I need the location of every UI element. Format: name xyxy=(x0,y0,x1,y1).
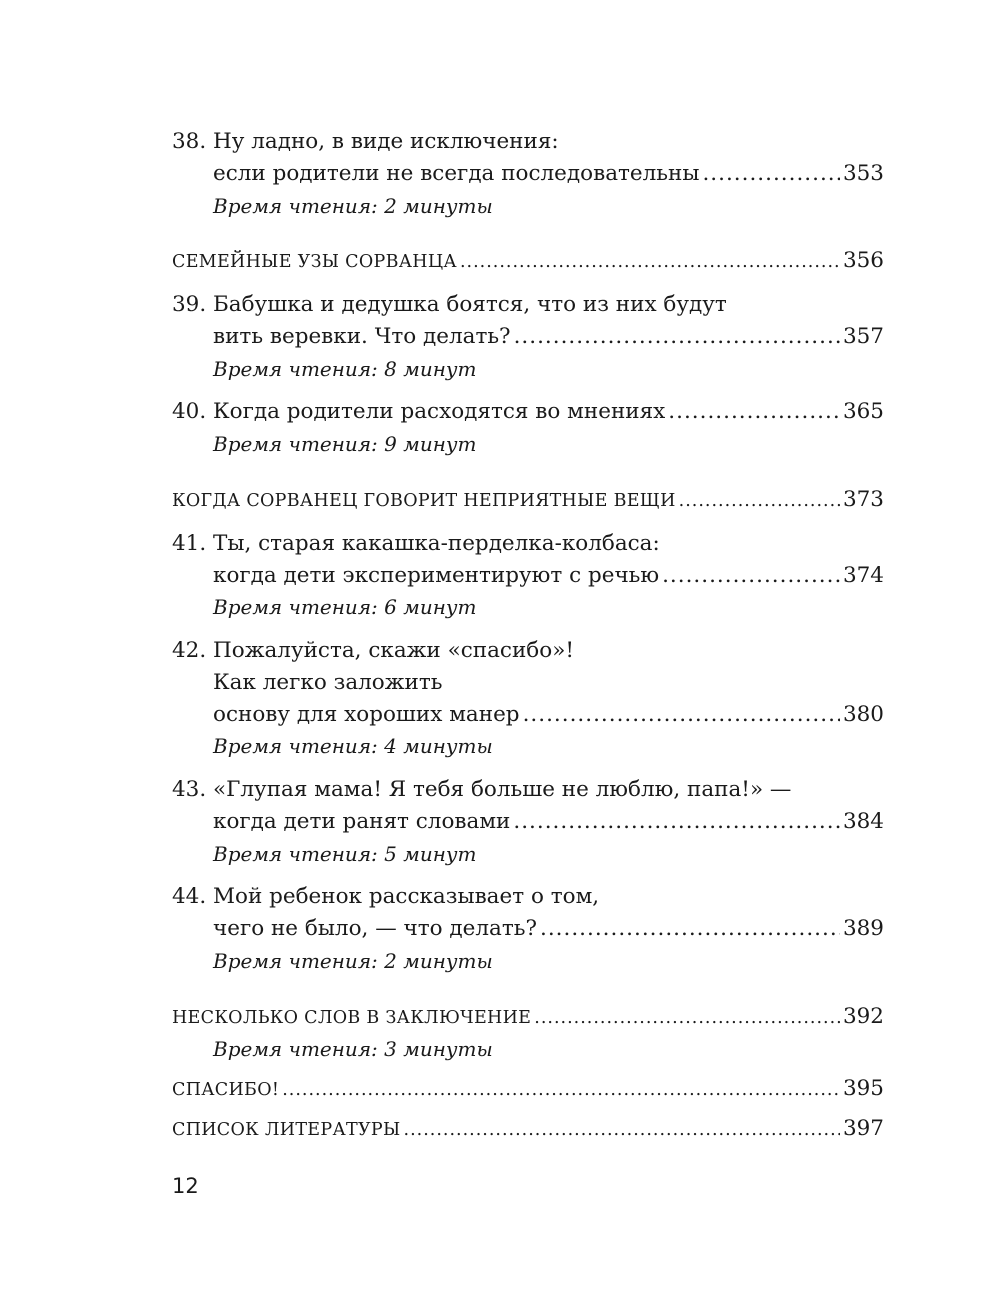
section-title: СПАСИБО! xyxy=(172,1080,280,1100)
entry-number: 43. xyxy=(172,777,207,802)
toc-entry-40 xyxy=(172,396,884,428)
toc-section-1 xyxy=(172,245,884,277)
reading-time: Время чтения: 9 минут xyxy=(213,432,477,456)
entry-number: 42. xyxy=(172,638,207,663)
toc-entry-41-line2 xyxy=(213,560,884,592)
section-title: КОГДА СОРВАНЕЦ ГОВОРИТ НЕПРИЯТНЫЕ ВЕЩИ xyxy=(172,491,676,511)
reading-time: Время чтения: 8 минут xyxy=(213,357,477,381)
page-number: 365 xyxy=(842,399,884,424)
dot-leader xyxy=(513,806,840,838)
dot-leader xyxy=(662,560,840,592)
page-number: 374 xyxy=(842,563,884,588)
toc-entry-38-line2 xyxy=(213,158,884,190)
section-title: СЕМЕЙНЫЕ УЗЫ СОРВАНЦА xyxy=(172,252,457,272)
page-number: 397 xyxy=(842,1116,884,1141)
toc-entry-39-line1 xyxy=(172,289,884,321)
dot-leader xyxy=(282,1074,840,1106)
toc-entry-39-line2 xyxy=(213,321,884,353)
entry-number: 41. xyxy=(172,531,207,556)
entry-title: когда дети ранят словами xyxy=(213,809,511,834)
page-number: 392 xyxy=(842,1004,884,1029)
entry-title: «Глупая мама! Я тебя больше не люблю, папа!» — xyxy=(213,777,792,802)
reading-time: Время чтения: 3 минуты xyxy=(213,1037,493,1061)
toc-entry-44-line1 xyxy=(172,881,884,913)
entry-title: Когда родители расходятся во мнениях xyxy=(213,399,666,424)
toc-section-5 xyxy=(172,1113,884,1145)
dot-leader xyxy=(514,321,840,353)
toc-entry-41-line1 xyxy=(172,528,884,560)
page-number: 357 xyxy=(842,324,884,349)
entry-number: 40. xyxy=(172,399,207,424)
toc-section-2 xyxy=(172,484,884,516)
page-number: 395 xyxy=(842,1076,884,1101)
page-number: 380 xyxy=(842,702,884,727)
dot-leader xyxy=(523,699,840,731)
toc-section-4 xyxy=(172,1073,884,1105)
reading-time: Время чтения: 4 минуты xyxy=(213,734,493,758)
entry-title: вить веревки. Что делать? xyxy=(213,324,511,349)
toc-entry-43-line1 xyxy=(172,774,884,806)
entry-title: если родители не всегда последовательны xyxy=(213,161,700,186)
toc-entry-42-line3 xyxy=(213,699,884,731)
entry-title: Пожалуйста, скажи «спасибо»! xyxy=(213,638,574,663)
reading-time: Время чтения: 2 минуты xyxy=(213,949,493,973)
toc-section-3 xyxy=(172,1001,884,1033)
entry-number: 39. xyxy=(172,292,207,317)
dot-leader xyxy=(540,913,840,945)
entry-number: 44. xyxy=(172,884,207,909)
section-title: СПИСОК ЛИТЕРАТУРЫ xyxy=(172,1120,401,1140)
page-number: 373 xyxy=(842,487,884,512)
reading-time: Время чтения: 6 минут xyxy=(213,595,477,619)
dot-leader xyxy=(668,396,840,428)
toc-entry-42-line2 xyxy=(213,667,884,699)
page-number: 384 xyxy=(842,809,884,834)
dot-leader xyxy=(679,485,840,517)
entry-title: Ты, старая какашка-перделка-колбаса: xyxy=(213,531,660,556)
page-folio: 12 xyxy=(172,1174,199,1198)
page-number: 353 xyxy=(842,161,884,186)
page-number: 389 xyxy=(842,916,884,941)
entry-title: Как легко заложить xyxy=(213,670,443,695)
toc-entry-43-line2 xyxy=(213,806,884,838)
entry-title: чего не было, — что делать? xyxy=(213,916,537,941)
toc-entry-42-line1 xyxy=(172,635,884,667)
dot-leader xyxy=(702,158,840,190)
dot-leader xyxy=(404,1114,840,1146)
entry-title: Ну ладно, в виде исключения: xyxy=(213,129,559,154)
entry-title: основу для хороших манер xyxy=(213,702,520,727)
page-number: 356 xyxy=(842,248,884,273)
dot-leader xyxy=(534,1002,840,1034)
section-title: НЕСКОЛЬКО СЛОВ В ЗАКЛЮЧЕНИЕ xyxy=(172,1008,532,1028)
entry-title: когда дети экспериментируют с речью xyxy=(213,563,660,588)
entry-title: Бабушка и дедушка боятся, что из них будут xyxy=(213,292,727,317)
toc-entry-38-line1 xyxy=(172,126,884,158)
reading-time: Время чтения: 5 минут xyxy=(213,842,477,866)
entry-title: Мой ребенок рассказывает о том, xyxy=(213,884,600,909)
toc-entry-44-line2 xyxy=(213,913,884,945)
dot-leader xyxy=(460,246,840,278)
reading-time: Время чтения: 2 минуты xyxy=(213,194,493,218)
entry-number: 38. xyxy=(172,129,207,154)
